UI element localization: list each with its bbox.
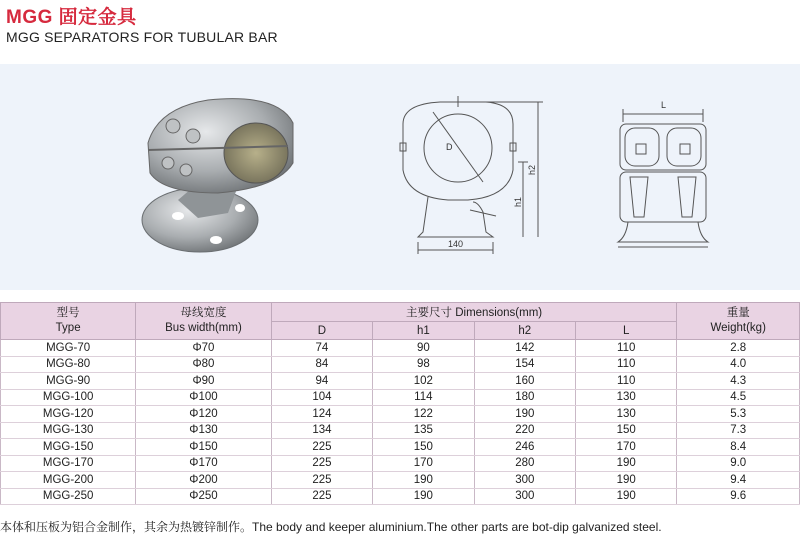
col-type-en: Type (55, 322, 81, 334)
table-cell: Φ130 (136, 422, 271, 439)
table-cell: 5.3 (677, 406, 800, 423)
table-cell: 190 (576, 472, 677, 489)
table-cell: 190 (576, 488, 677, 505)
table-cell: 110 (576, 356, 677, 373)
table-cell: Φ200 (136, 472, 271, 489)
table-cell: 9.0 (677, 455, 800, 472)
table-cell: MGG-130 (1, 422, 136, 439)
table-cell: 102 (373, 373, 474, 390)
table-cell: 180 (474, 389, 575, 406)
col-type (1, 303, 136, 340)
table-cell: 4.0 (677, 356, 800, 373)
table-cell: 7.3 (677, 422, 800, 439)
label-D: D (446, 142, 453, 152)
table-row (1, 455, 800, 472)
table-cell: Φ90 (136, 373, 271, 390)
label-L: L (661, 100, 667, 110)
label-140: 140 (448, 239, 464, 249)
table-cell: MGG-200 (1, 472, 136, 489)
table-row (1, 389, 800, 406)
table-cell: 74 (271, 340, 372, 357)
table-cell: Φ170 (136, 455, 271, 472)
table-row (1, 406, 800, 423)
table-cell: Φ70 (136, 340, 271, 357)
product-photo (128, 88, 328, 263)
table-cell: 170 (576, 439, 677, 456)
table-cell: 2.8 (677, 340, 800, 357)
table-cell: 90 (373, 340, 474, 357)
label-h1: h1 (513, 196, 523, 207)
table-cell: 280 (474, 455, 575, 472)
table-cell: 94 (271, 373, 372, 390)
table-cell: 134 (271, 422, 372, 439)
table-cell: Φ120 (136, 406, 271, 423)
table-cell: 300 (474, 488, 575, 505)
table-cell: Φ100 (136, 389, 271, 406)
table-cell: 130 (576, 406, 677, 423)
table-cell: 160 (474, 373, 575, 390)
col-weight-en: Weight(kg) (710, 322, 766, 334)
table-row (1, 439, 800, 456)
col-bus-en: Bus width(mm) (165, 322, 242, 334)
page-title-cn: MGG 固定金具 (6, 7, 137, 28)
col-weight (677, 303, 800, 340)
table-cell: 170 (373, 455, 474, 472)
col-h2: h2 (474, 322, 575, 340)
table-cell: 190 (373, 472, 474, 489)
table-cell: MGG-120 (1, 406, 136, 423)
table-row (1, 356, 800, 373)
table-row (1, 422, 800, 439)
table-cell: 225 (271, 488, 372, 505)
table-row (1, 340, 800, 357)
col-h1: h1 (373, 322, 474, 340)
col-dimensions: 主要尺寸 Dimensions(mm) (271, 303, 677, 322)
table-cell: 110 (576, 373, 677, 390)
table-cell: 225 (271, 472, 372, 489)
table-cell: MGG-150 (1, 439, 136, 456)
col-bus-cn: 母线宽度 (180, 307, 227, 319)
table-cell: Φ80 (136, 356, 271, 373)
col-weight-cn: 重量 (726, 307, 750, 319)
table-cell: 4.3 (677, 373, 800, 390)
table-cell: 9.6 (677, 488, 800, 505)
table-cell: 84 (271, 356, 372, 373)
table-cell: 190 (373, 488, 474, 505)
table-cell: 150 (576, 422, 677, 439)
table-cell: 225 (271, 455, 372, 472)
spec-table (0, 302, 800, 505)
table-cell: 142 (474, 340, 575, 357)
table-cell: 135 (373, 422, 474, 439)
table-cell: 246 (474, 439, 575, 456)
table-cell: 300 (474, 472, 575, 489)
table-row (1, 488, 800, 505)
table-cell: 8.4 (677, 439, 800, 456)
table-cell: MGG-250 (1, 488, 136, 505)
table-cell: MGG-80 (1, 356, 136, 373)
table-cell: 98 (373, 356, 474, 373)
label-h2: h2 (527, 164, 537, 175)
table-cell: 130 (576, 389, 677, 406)
table-cell: 190 (576, 455, 677, 472)
table-row (1, 472, 800, 489)
footnote: 本体和压板为铝合金制作，其余为热镀锌制作。The body and keeper aluminium.The other parts are bot-dip galvanized steel. (0, 520, 662, 534)
table-cell: 150 (373, 439, 474, 456)
side-view-drawing (378, 92, 578, 262)
table-cell: 225 (271, 439, 372, 456)
table-row (1, 373, 800, 390)
table-cell: 190 (474, 406, 575, 423)
table-cell: 154 (474, 356, 575, 373)
table-cell: 124 (271, 406, 372, 423)
table-cell: 110 (576, 340, 677, 357)
table-cell: 220 (474, 422, 575, 439)
col-D: D (271, 322, 372, 340)
table-cell: MGG-90 (1, 373, 136, 390)
table-cell: MGG-100 (1, 389, 136, 406)
table-cell: Φ150 (136, 439, 271, 456)
col-type-cn: 型号 (56, 307, 80, 319)
table-cell: 114 (373, 389, 474, 406)
col-bus (136, 303, 271, 340)
table-cell: 9.4 (677, 472, 800, 489)
table-cell: 104 (271, 389, 372, 406)
table-cell: Φ250 (136, 488, 271, 505)
front-view-drawing (598, 92, 728, 257)
table-cell: MGG-170 (1, 455, 136, 472)
page-title-en: MGG SEPARATORS FOR TUBULAR BAR (6, 29, 278, 45)
table-cell: 122 (373, 406, 474, 423)
col-L: L (576, 322, 677, 340)
table-cell: MGG-70 (1, 340, 136, 357)
table-cell: 4.5 (677, 389, 800, 406)
